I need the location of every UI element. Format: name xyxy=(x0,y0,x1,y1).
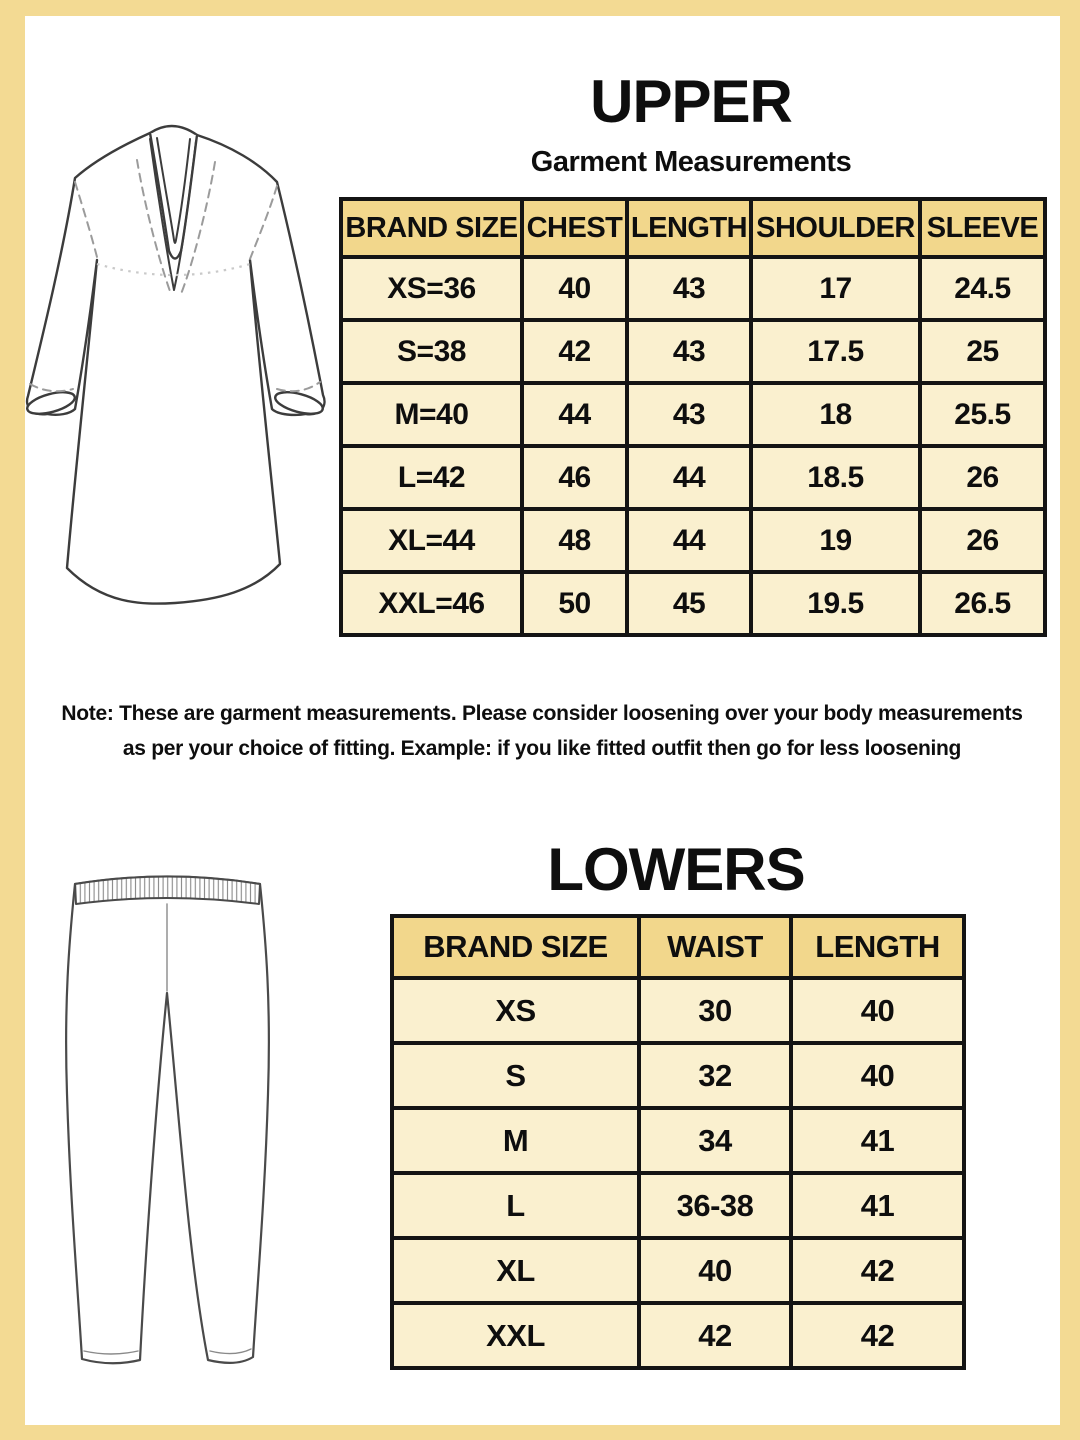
size-cell: XL xyxy=(392,1238,639,1303)
table-row xyxy=(341,383,1045,446)
table-row xyxy=(392,978,964,1043)
measure-cell: 40 xyxy=(791,978,964,1043)
column-header: CHEST xyxy=(522,199,627,257)
measure-cell: 40 xyxy=(522,257,627,320)
column-header: LENGTH xyxy=(791,916,964,978)
measure-cell: 43 xyxy=(627,383,751,446)
measure-cell: 30 xyxy=(639,978,791,1043)
size-cell: S xyxy=(392,1043,639,1108)
table-row xyxy=(392,1108,964,1173)
size-cell: S=38 xyxy=(341,320,522,383)
column-header: SLEEVE xyxy=(920,199,1045,257)
measure-cell: 41 xyxy=(791,1108,964,1173)
measure-cell: 26 xyxy=(920,509,1045,572)
kurta-illustration xyxy=(25,112,345,652)
measure-cell: 17.5 xyxy=(751,320,920,383)
table-row xyxy=(392,1043,964,1108)
measure-cell: 25.5 xyxy=(920,383,1045,446)
measure-cell: 46 xyxy=(522,446,627,509)
measure-cell: 40 xyxy=(791,1043,964,1108)
measure-cell: 17 xyxy=(751,257,920,320)
size-cell: M=40 xyxy=(341,383,522,446)
measure-cell: 44 xyxy=(627,446,751,509)
table-row xyxy=(341,509,1045,572)
measure-cell: 18 xyxy=(751,383,920,446)
upper-measurements-table xyxy=(339,197,1047,637)
measure-cell: 36-38 xyxy=(639,1173,791,1238)
table-row xyxy=(341,257,1045,320)
note-line-2: as per your choice of fitting. Example: if you like fitted outfit then go for less loosening xyxy=(122,737,962,760)
table-row xyxy=(341,572,1045,635)
measurement-note xyxy=(52,696,1032,766)
measure-cell: 41 xyxy=(791,1173,964,1238)
measure-cell: 24.5 xyxy=(920,257,1045,320)
table-row xyxy=(392,1173,964,1238)
size-cell: XL=44 xyxy=(341,509,522,572)
size-cell: M xyxy=(392,1108,639,1173)
column-header: BRAND SIZE xyxy=(392,916,639,978)
upper-title: UPPER xyxy=(590,68,792,135)
column-header: BRAND SIZE xyxy=(341,199,522,257)
measure-cell: 40 xyxy=(639,1238,791,1303)
note-line-1: Note: These are garment measurements. Please consider loosening over your body measurements xyxy=(61,702,1023,725)
measure-cell: 44 xyxy=(627,509,751,572)
upper-header-row xyxy=(341,199,1045,257)
column-header: LENGTH xyxy=(627,199,751,257)
measure-cell: 43 xyxy=(627,320,751,383)
measure-cell: 26 xyxy=(920,446,1045,509)
measure-cell: 32 xyxy=(639,1043,791,1108)
table-row xyxy=(341,446,1045,509)
measure-cell: 48 xyxy=(522,509,627,572)
measure-cell: 25 xyxy=(920,320,1045,383)
size-cell: XXL xyxy=(392,1303,639,1368)
size-cell: XS xyxy=(392,978,639,1043)
measure-cell: 42 xyxy=(639,1303,791,1368)
pants-illustration xyxy=(55,862,355,1402)
measure-cell: 42 xyxy=(791,1303,964,1368)
measure-cell: 19 xyxy=(751,509,920,572)
size-cell: XXL=46 xyxy=(341,572,522,635)
table-row xyxy=(392,1238,964,1303)
upper-subtitle: Garment Measurements xyxy=(530,146,852,178)
measure-cell: 34 xyxy=(639,1108,791,1173)
column-header: WAIST xyxy=(639,916,791,978)
column-header: SHOULDER xyxy=(751,199,920,257)
measure-cell: 26.5 xyxy=(920,572,1045,635)
table-row xyxy=(341,320,1045,383)
table-row xyxy=(392,1303,964,1368)
measure-cell: 44 xyxy=(522,383,627,446)
lowers-header-row xyxy=(392,916,964,978)
size-cell: L xyxy=(392,1173,639,1238)
measure-cell: 43 xyxy=(627,257,751,320)
measure-cell: 18.5 xyxy=(751,446,920,509)
measure-cell: 45 xyxy=(627,572,751,635)
size-cell: XS=36 xyxy=(341,257,522,320)
measure-cell: 42 xyxy=(522,320,627,383)
measure-cell: 19.5 xyxy=(751,572,920,635)
size-cell: L=42 xyxy=(341,446,522,509)
lowers-measurements-table xyxy=(390,914,966,1370)
measure-cell: 42 xyxy=(791,1238,964,1303)
lowers-title: LOWERS xyxy=(547,836,805,903)
measure-cell: 50 xyxy=(522,572,627,635)
